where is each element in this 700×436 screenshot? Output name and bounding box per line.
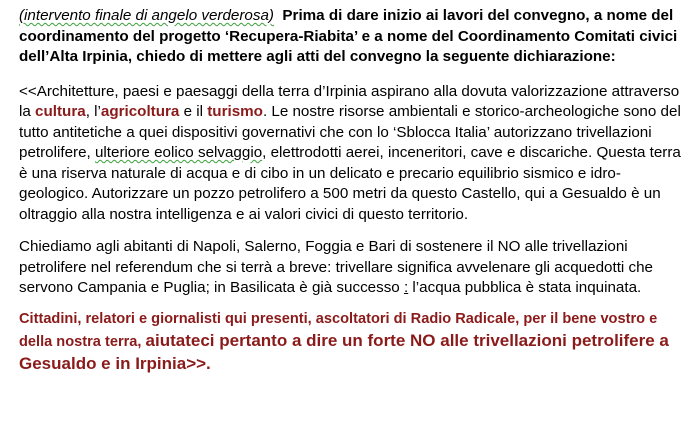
declaration-text: , elettrodotti aerei, inceneritori, cave e discariche. Questa terra è una riserva naturale di acqua e di cibo in un delicato e precario equilibrio sismico e idro-geologico. Autorizzare un pozzo petrolifero a 500 metri da questo Castello, qui a Gesualdo è un oltraggio alla nostra intelligenza e ai valori civici di questo territorio. [19,144,681,223]
intro-paragraph [19,6,683,68]
author-note: (intervento finale di angelo verderosa) [19,7,274,24]
appeal-text: Chiediamo agli abitanti di Napoli, Salerno, Foggia e Bari di sostenere il NO alle trivellazioni petrolifere nel referendum che si terrà a breve: trivellare significa avvelenare gli acquedotti che servono Campania e Puglia; in Basilicata è già successo [19,238,653,296]
document-body [19,6,683,376]
underlined-phrase: ulteriore eolico selvaggio [94,144,263,161]
closing-paragraph [19,309,683,376]
appeal-text: l’acqua pubblica è stata inquinata. [408,279,642,296]
keyword-cultura: cultura [35,103,86,120]
underlined-colon: : [403,279,409,296]
keyword-agricoltura: agricoltura [100,103,180,120]
closing-call-to-action: aiutateci pertanto a dire un forte NO alle trivellazioni petrolifere a Gesualdo e in Irpinia>>. [19,330,669,373]
keyword-turismo: turismo [207,103,263,120]
declaration-text: <<Architetture, paesi e paesaggi della terra d’Irpinia aspirano alla dovuta valorizzazione attraverso la [19,82,680,120]
declaration-text: e il [179,103,208,120]
declaration-text: . Le nostre risorse ambientali e storico-archeologiche sono del tutto antitetiche a quei dispositivi governativi che con lo ‘Sblocca Italia’ autorizzano trivellazioni petrolifere, [19,103,681,161]
declaration-text: , l’ [85,103,101,120]
declaration-paragraph [19,82,683,226]
intro-heading: Prima di dare inizio ai lavori del convegno, a nome del coordinamento del progetto ‘Recupera-Riabita’ e a nome del Coordinamento Comitati civici dell’Alta Irpinia, chiedo di mettere agli atti del convegno la seguente dichiarazione: [19,7,678,65]
appeal-paragraph [19,237,683,299]
closing-text: Cittadini, relatori e giornalisti qui presenti, ascoltatori di Radio Radicale, per il bene vostro e della nostra terra, [19,310,658,350]
